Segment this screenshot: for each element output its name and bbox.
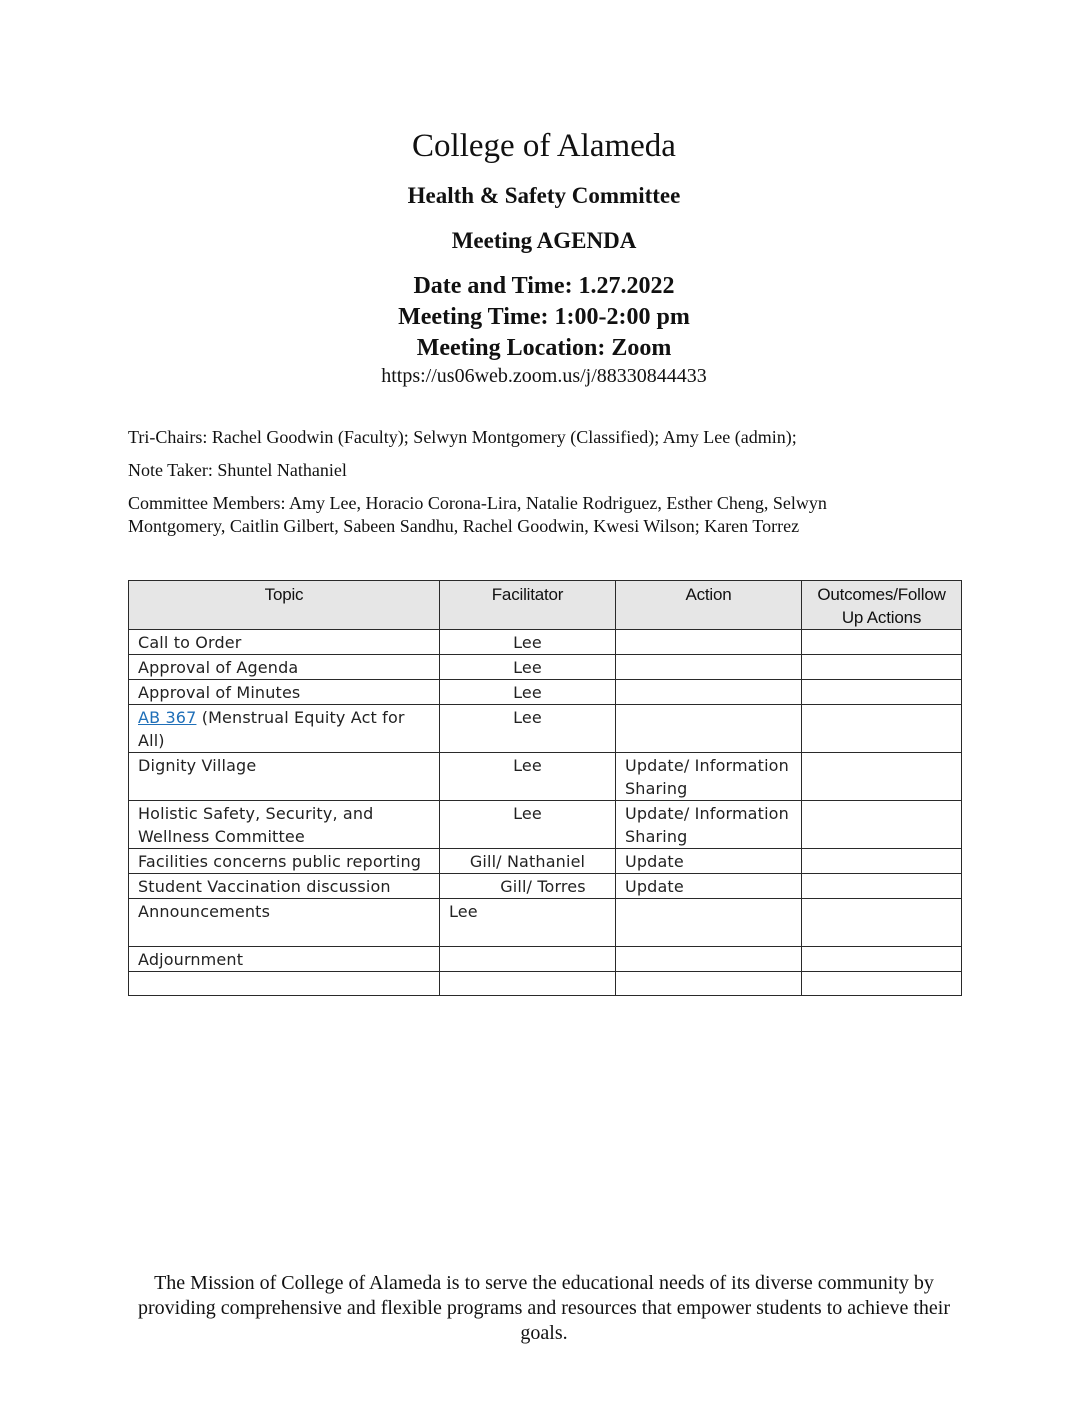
college-title: College of Alameda	[412, 128, 676, 164]
row-action	[616, 972, 802, 996]
table-row	[129, 874, 962, 899]
row-outcomes	[802, 899, 962, 947]
row-action	[616, 655, 802, 680]
table-row	[129, 849, 962, 874]
row-topic: Call to Order	[129, 630, 440, 655]
table-header-row	[129, 581, 962, 630]
row-facilitator: Lee	[440, 801, 616, 849]
row-facilitator	[440, 947, 616, 972]
row-action: Update/ Information Sharing	[616, 753, 802, 801]
row-outcomes	[802, 753, 962, 801]
tri-chairs: Tri-Chairs: Rachel Goodwin (Faculty); Selwyn Montgomery (Classified); Amy Lee (admin);	[128, 427, 797, 447]
header-topic: Topic	[129, 581, 440, 630]
row-facilitator: Lee	[440, 655, 616, 680]
row-outcomes	[802, 972, 962, 996]
row-action: Update	[616, 849, 802, 874]
row-topic: Approval of Agenda	[129, 655, 440, 680]
row-action	[616, 947, 802, 972]
table-row	[129, 947, 962, 972]
row-topic: Dignity Village	[129, 753, 440, 801]
table-row	[129, 630, 962, 655]
row-topic: Holistic Safety, Security, and Wellness Committee	[129, 801, 440, 849]
agenda-heading: Meeting AGENDA	[451, 228, 637, 253]
row-topic: Announcements	[129, 899, 440, 947]
meeting-location: Meeting Location: Zoom	[416, 335, 672, 361]
table-row	[129, 680, 962, 705]
table-row	[129, 705, 962, 753]
header-action: Action	[616, 581, 802, 630]
row-facilitator: Gill/ Torres	[440, 874, 616, 899]
table-row	[129, 899, 962, 947]
table-row	[129, 972, 962, 996]
row-action	[616, 899, 802, 947]
row-facilitator: Lee	[440, 630, 616, 655]
committee-title: Health & Safety Committee	[407, 183, 681, 208]
row-outcomes	[802, 705, 962, 753]
row-outcomes	[802, 655, 962, 680]
row-topic: Approval of Minutes	[129, 680, 440, 705]
ab367-link[interactable]: AB 367	[138, 708, 197, 727]
row-facilitator: Gill/ Nathaniel	[440, 849, 616, 874]
row-topic	[129, 972, 440, 996]
row-outcomes	[802, 849, 962, 874]
row-action: Update	[616, 874, 802, 899]
table-row	[129, 655, 962, 680]
meeting-time: Meeting Time: 1:00-2:00 pm	[398, 304, 690, 330]
row-outcomes	[802, 630, 962, 655]
row-action	[616, 705, 802, 753]
row-facilitator: Lee	[440, 753, 616, 801]
row-topic: Student Vaccination discussion	[129, 874, 440, 899]
row-outcomes	[802, 947, 962, 972]
table-row	[129, 753, 962, 801]
row-facilitator	[440, 972, 616, 996]
row-facilitator: Lee	[440, 899, 616, 947]
agenda-table	[128, 580, 962, 996]
row-topic	[129, 705, 440, 753]
row-topic-text: (Menstrual Equity Act for All)	[138, 708, 405, 750]
meeting-date: Date and Time: 1.27.2022	[413, 273, 675, 299]
row-action: Update/ Information Sharing	[616, 801, 802, 849]
row-facilitator: Lee	[440, 680, 616, 705]
row-topic: Adjournment	[129, 947, 440, 972]
row-facilitator: Lee	[440, 705, 616, 753]
zoom-url[interactable]: https://us06web.zoom.us/j/88330844433	[381, 365, 707, 387]
header-outcomes: Outcomes/Follow Up Actions	[802, 581, 962, 630]
row-outcomes	[802, 801, 962, 849]
row-action	[616, 680, 802, 705]
row-topic: Facilities concerns public reporting	[129, 849, 440, 874]
row-outcomes	[802, 874, 962, 899]
row-action	[616, 630, 802, 655]
header-facilitator: Facilitator	[440, 581, 616, 630]
mission-statement: The Mission of College of Alameda is to serve the educational needs of its diverse community by providing comprehensive and flexible programs and resources that empower students to achieve their goals.	[138, 1272, 950, 1344]
row-outcomes	[802, 680, 962, 705]
note-taker: Note Taker: Shuntel Nathaniel	[128, 460, 347, 480]
committee-members: Committee Members: Amy Lee, Horacio Corona-Lira, Natalie Rodriguez, Esther Cheng, Selwyn Montgomery, Caitlin Gilbert, Sabeen Sandhu, Rachel Goodwin, Kwesi Wilson; Karen Torrez	[128, 493, 827, 536]
meeting-details	[0, 271, 1088, 364]
table-row	[129, 801, 962, 849]
